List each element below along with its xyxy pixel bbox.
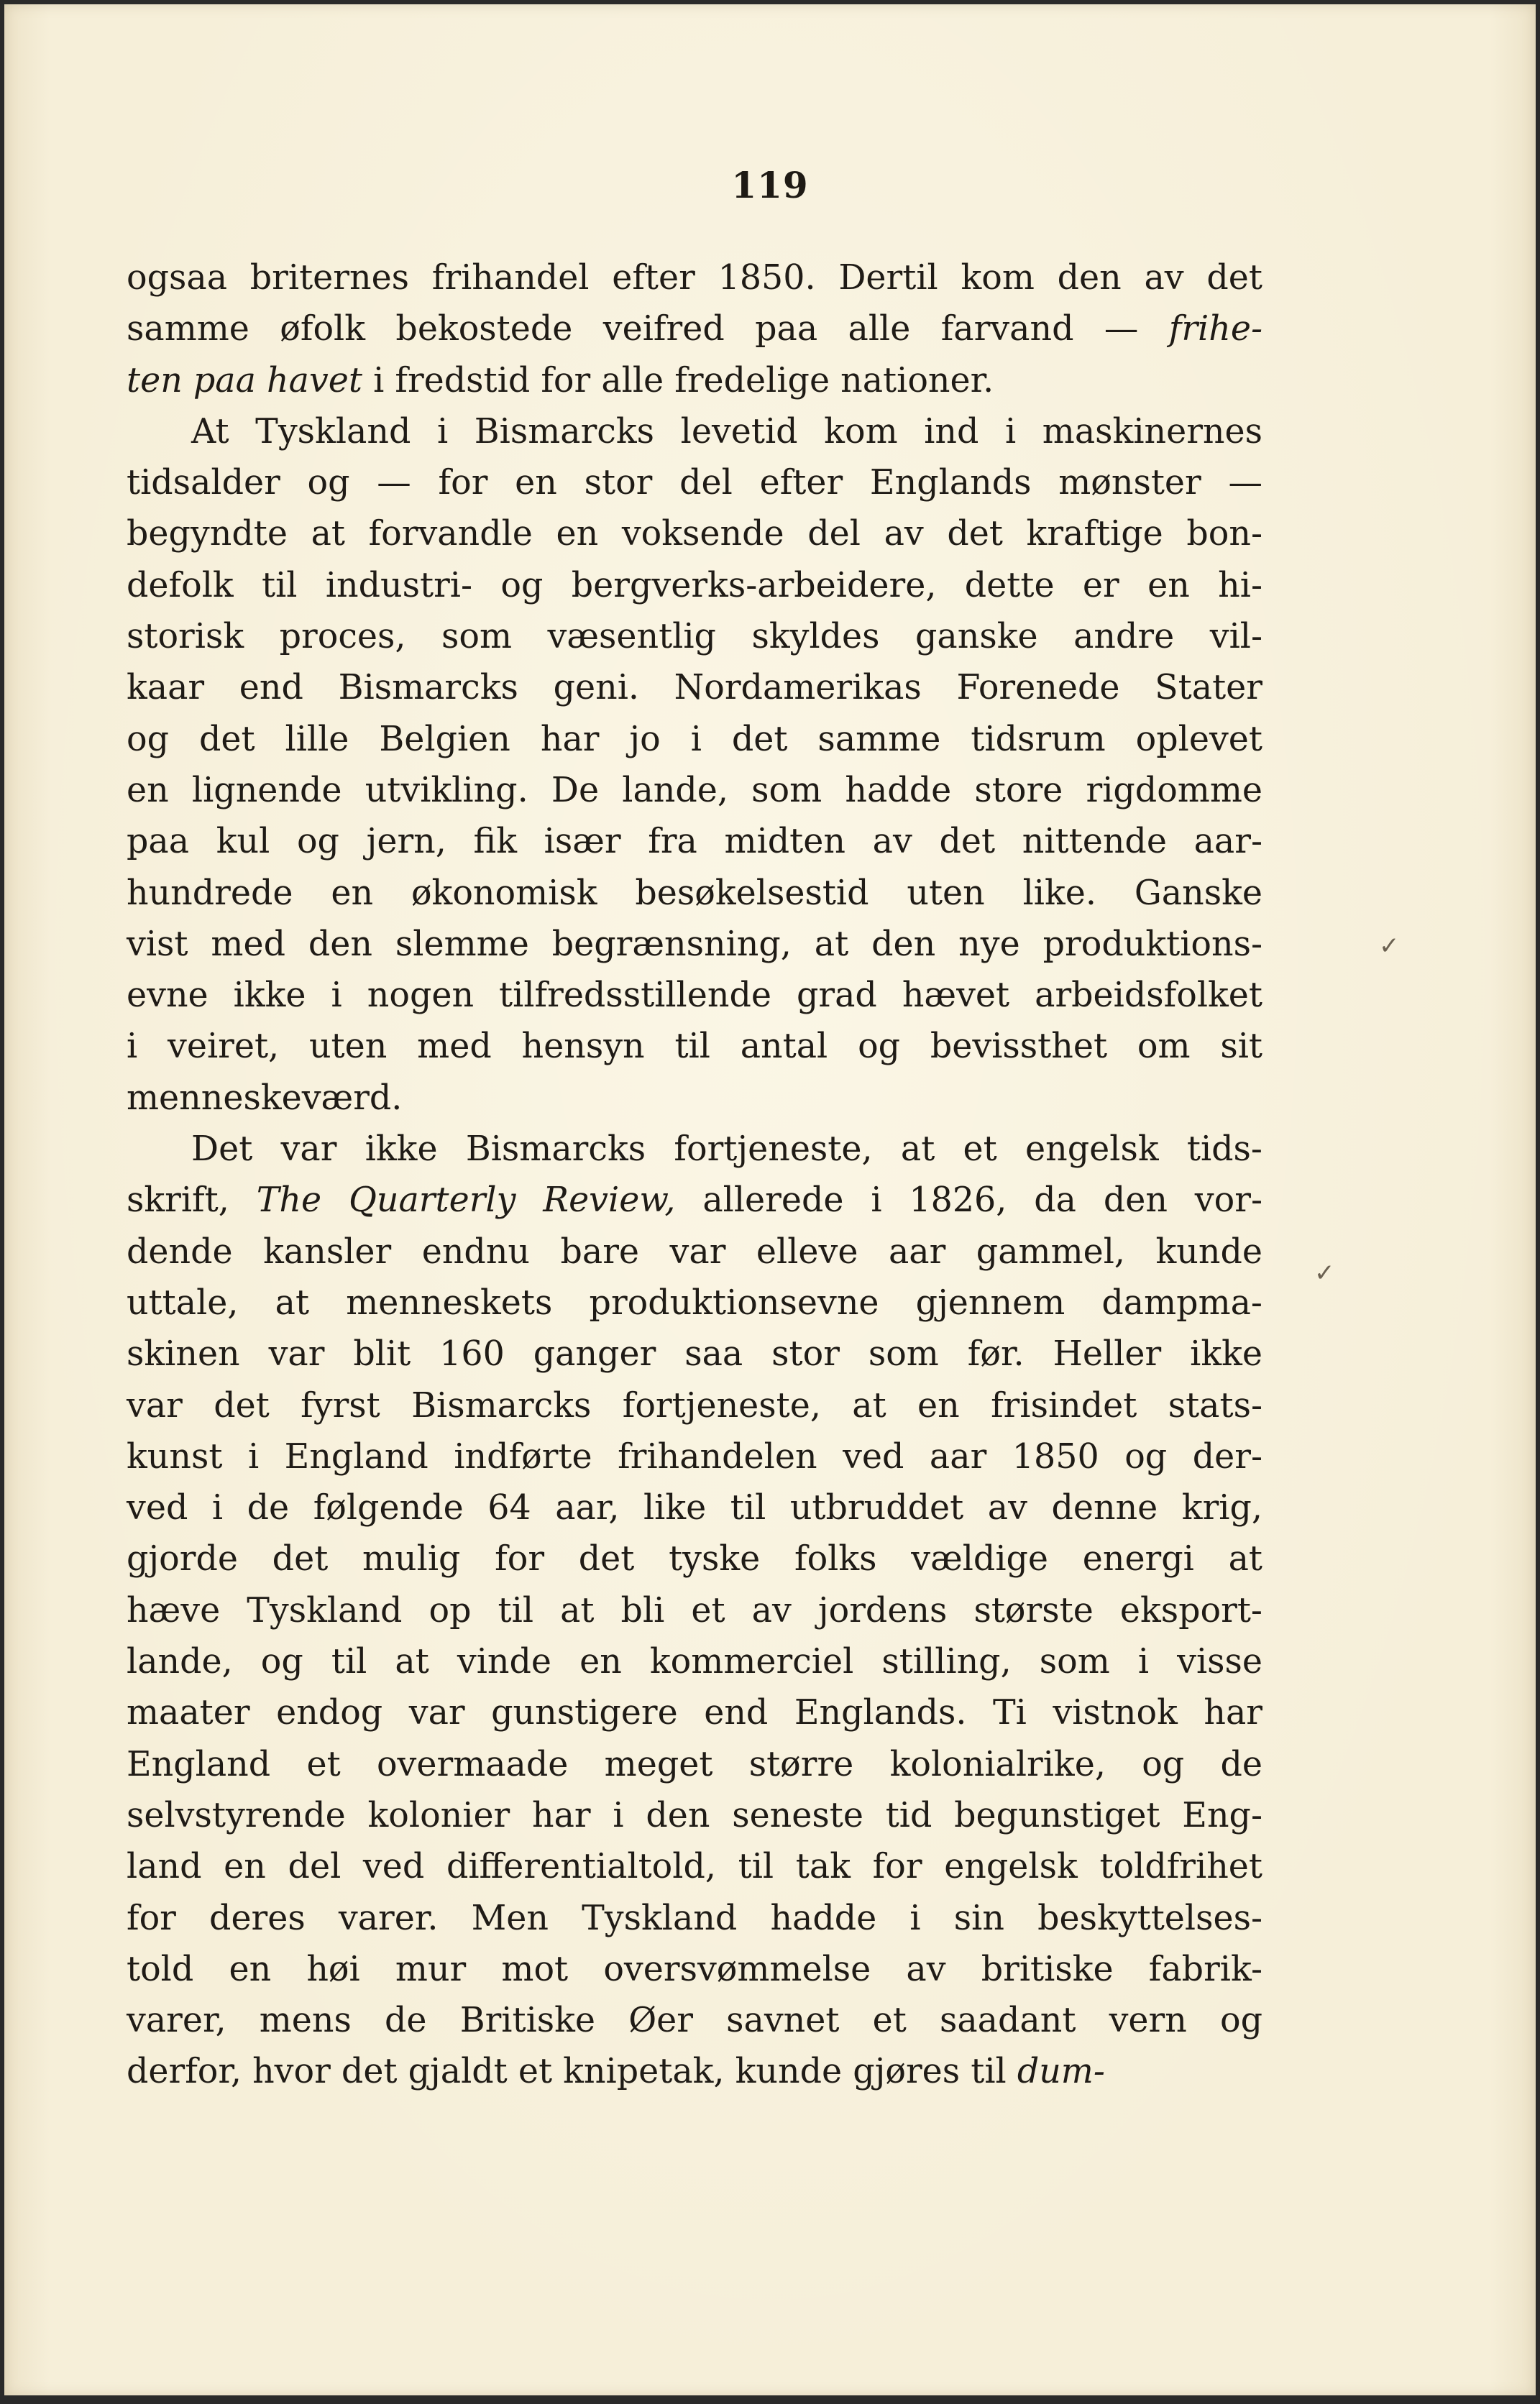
text-line	[127, 714, 1262, 765]
text-run: told en høi mur mot oversvømmelse av britiske fabrik-	[127, 1949, 1262, 1989]
text-run: for deres varer. Men Tyskland hadde i sin beskyttelses-	[127, 1898, 1262, 1938]
text-line	[127, 252, 1262, 303]
text-line	[127, 1841, 1262, 1892]
text-line	[127, 355, 1262, 406]
text-run: allerede i 1826, da den vor-	[675, 1180, 1262, 1221]
text-run: skinen var blit 160 ganger saa stor som før. Heller ikke	[127, 1334, 1262, 1375]
text-line	[127, 2046, 1262, 2097]
text-run: ved i de følgende 64 aar, like til utbruddet av denne krig,	[127, 1488, 1262, 1528]
text-run: maater endog var gunstigere end Englands. Ti vistnok har	[127, 1693, 1262, 1733]
text-line	[127, 1380, 1262, 1431]
text-line	[127, 560, 1262, 611]
text-run: land en del ved differentialtold, til tak for engelsk toldfrihet	[127, 1847, 1262, 1887]
body-text	[127, 252, 1262, 2098]
text-line	[127, 1482, 1262, 1533]
text-run: At Tyskland i Bismarcks levetid kom ind i maskinernes	[191, 411, 1262, 451]
text-run: selvstyrende kolonier har i den seneste tid begunstiget Eng-	[127, 1795, 1262, 1835]
text-run: England et overmaade meget større kolonialrike, og de	[127, 1744, 1262, 1784]
text-line	[127, 1175, 1262, 1226]
text-run: gjorde det mulig for det tyske folks vældige energi at	[127, 1539, 1262, 1579]
italic-text: ten paa havet	[127, 360, 362, 400]
text-run: og det lille Belgien har jo i det samme tidsrum oplevet	[127, 719, 1262, 759]
text-line	[127, 765, 1262, 816]
page-number: 119	[731, 164, 809, 206]
text-run: vist med den slemme begrænsning, at den nye produktions-	[127, 924, 1262, 964]
text-run: defolk til industri- og bergverks-arbeidere, dette er en hi-	[127, 565, 1262, 605]
text-line	[127, 1687, 1262, 1738]
margin-pencil-mark: ✓	[1314, 1259, 1335, 1288]
text-run: hæve Tyskland op til at bli et av jordens største eksport-	[127, 1590, 1262, 1630]
text-line	[127, 1944, 1262, 1995]
text-run: derfor, hvor det gjaldt et knipetak, kunde gjøres til	[127, 2052, 1017, 2092]
text-run: hundrede en økonomisk besøkelsestid uten like. Ganske	[127, 873, 1262, 913]
text-line	[127, 1636, 1262, 1687]
text-run: i fredstid for alle fredelige nationer.	[362, 360, 994, 400]
text-run: dende kansler endnu bare var elleve aar gammel, kunde	[127, 1231, 1262, 1272]
text-run: var det fyrst Bismarcks fortjeneste, at en frisindet stats-	[127, 1385, 1262, 1426]
text-line	[127, 919, 1262, 970]
text-line	[127, 816, 1262, 867]
text-line	[127, 1124, 1262, 1175]
italic-text: frihe-	[1168, 309, 1262, 349]
text-line	[127, 1226, 1262, 1277]
text-line	[127, 662, 1262, 713]
text-line	[127, 1739, 1262, 1790]
text-line	[127, 1431, 1262, 1482]
text-line	[127, 868, 1262, 919]
margin-pencil-mark: ✓	[1379, 932, 1400, 960]
text-run: begyndte at forvandle en voksende del av det kraftige bon-	[127, 514, 1262, 554]
text-run: ogsaa briternes frihandel efter 1850. Dertil kom den av det	[127, 258, 1262, 298]
italic-text: dum-	[1017, 2052, 1105, 2092]
text-line	[127, 1995, 1262, 2046]
text-run: i veiret, uten med hensyn til antal og bevissthet om sit	[127, 1027, 1262, 1067]
text-line	[127, 1790, 1262, 1841]
text-run: uttale, at menneskets produktionsevne gjennem dampma-	[127, 1283, 1262, 1323]
text-run: storisk proces, som væsentlig skyldes ganske andre vil-	[127, 617, 1262, 657]
paragraph	[127, 406, 1262, 1124]
text-run: en lignende utvikling. De lande, som hadde store rigdomme	[127, 770, 1262, 810]
text-line	[127, 1277, 1262, 1329]
text-run: varer, mens de Britiske Øer savnet et saadant vern og	[127, 2001, 1262, 2041]
text-line	[127, 970, 1262, 1021]
text-run: tidsalder og — for en stor del efter Englands mønster —	[127, 463, 1262, 503]
text-line	[127, 303, 1262, 354]
text-line	[127, 406, 1262, 457]
text-run: skrift,	[127, 1180, 257, 1221]
paragraph	[127, 252, 1262, 406]
text-run: Det var ikke Bismarcks fortjeneste, at et engelsk tids-	[191, 1129, 1262, 1170]
text-run: menneskeværd.	[127, 1078, 403, 1118]
text-line	[127, 611, 1262, 662]
book-page	[4, 4, 1536, 2395]
text-run: evne ikke i nogen tilfredsstillende grad hævet arbeidsfolket	[127, 976, 1262, 1016]
text-run: samme øfolk bekostede veifred paa alle farvand —	[127, 309, 1169, 349]
italic-text: The Quarterly Review,	[256, 1180, 676, 1221]
text-line	[127, 1585, 1262, 1636]
text-line	[127, 1021, 1262, 1072]
text-run: lande, og til at vinde en kommerciel stilling, som i visse	[127, 1642, 1262, 1682]
text-line	[127, 1533, 1262, 1584]
text-line	[127, 457, 1262, 508]
text-line	[127, 508, 1262, 559]
text-run: paa kul og jern, fik især fra midten av det nittende aar-	[127, 822, 1262, 862]
text-line	[127, 1073, 1262, 1124]
text-line	[127, 1329, 1262, 1380]
text-line	[127, 1893, 1262, 1944]
paragraph	[127, 1124, 1262, 2098]
text-run: kunst i England indførte frihandelen ved aar 1850 og der-	[127, 1436, 1262, 1477]
text-run: kaar end Bismarcks geni. Nordamerikas Forenede Stater	[127, 668, 1262, 708]
